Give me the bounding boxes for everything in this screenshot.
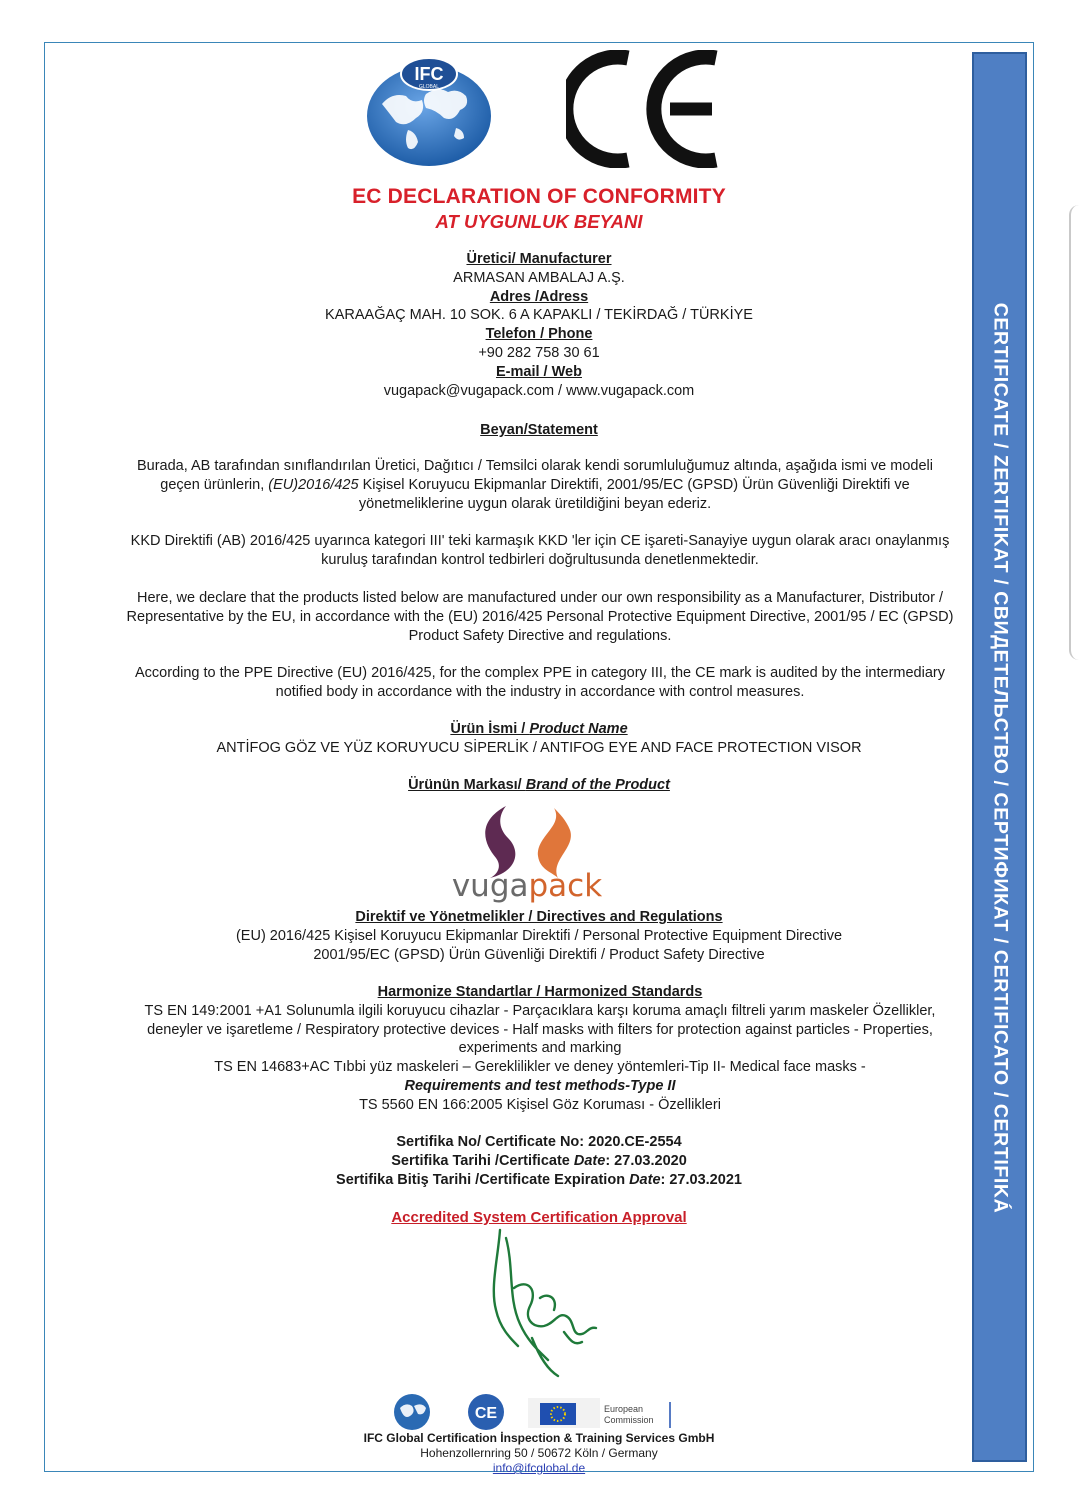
standard-1-tr: TS EN 149:2001 +A1 Solunumla ilgili koruyucu cihazlar - Parçacıklara karşı koruma amaçlı filtreli yarım maskeler Özellikler, deneyler ve işaretleme / [144,1002,936,1038]
statement-p1-italic: (EU)2016/425 [268,476,359,493]
email-value: vugapack@vugapack.com / www.vugapack.com [383,382,695,399]
standard-3: TS 5560 EN 166:2005 Kişisel Göz Koruması - Özellikleri [359,1096,721,1113]
footer-block [114,1431,964,1476]
brand-label [114,776,964,795]
approval-link[interactable]: Accredited System Certification Approval [391,1209,687,1226]
vugapack-logo [436,800,618,905]
statement-paragraph-tr-2: KKD Direktifi (AB) 2016/425 uyarınca kategori III' teki karmaşık KKD 'ler için CE işareti-Sanayiye uygun olarak aracı onaylanmış kuruluş tarafından kontrol tedbirleri doğrultusunda denetlenmektedir. [130,533,950,568]
brand-label-tr: Ürünün Markası/ [408,777,526,793]
directive-line-1: (EU) 2016/425 Kişisel Koruyucu Ekipmanlar Direktifi / Personal Protective Equipment Directive [235,927,843,944]
document-subtitle: AT UYGUNLUK BEYANI [435,211,643,232]
eu-commission-line2: Commission [604,1415,654,1425]
manufacturer-label: Üretici/ Manufacturer [466,251,612,267]
product-name-label [114,720,964,739]
directives-block [114,908,964,964]
standards-block [118,983,962,1115]
ifc-logo-text: IFC [414,64,444,84]
brand-label-en: Brand of the Product [525,777,670,793]
certificate-date-value: : 27.03.2020 [605,1152,687,1169]
certificate-exp-label: Sertifika Bitiş Tarihi /Certificate Expiration [336,1171,630,1188]
directives-label: Direktif ve Yönetmelikler / Directives and Regulations [355,909,723,925]
address-label: Adres /Adress [489,288,589,305]
standard-2-en: Requirements and test methods-Type II [404,1077,676,1094]
standard-1 [118,1002,962,1058]
standard-1-en: Respiratory protective devices - Half masks with filters for protection against particles - Properties, experiments and marking [305,1021,933,1057]
manufacturer-block [114,250,964,400]
ifc-logo [364,54,494,168]
eu-commission-line1: European [604,1404,644,1414]
statement-label: Beyan/Statement [480,422,598,438]
statement-paragraph-en-1: Here, we declare that the products listed below are manufactured under our own responsibility as a Manufacturer, Distributor / Representative by the EU, in accordance with the (EU) 2016/425 Personal Protective Equipment Directive, 2001/95 / EC (GPSD) Product Safety Directive and regulations. [126,590,954,644]
product-label-en: Product Name [529,721,628,737]
statement-p1-text: Burada, AB tarafından sınıflandırılan Üretici, Dağıtıcı / Temsilci olarak kendi sorumluluğumuz altında, aşağıda ismi ve modeli geçen ürünlerin, [136,458,933,493]
certificate-date-label: Sertifika Tarihi /Certificate [391,1152,574,1169]
product-label-tr: Ürün İsmi / [450,721,530,737]
footer-ifc-logo [394,1394,430,1430]
certificate-number: Sertifika No/ Certificate No: 2020.CE-2554 [396,1134,682,1150]
svg-text:CE: CE [474,1405,498,1422]
ifc-logo-subtext: GLOBAL [418,84,440,90]
sidebar-label: CERTIFICATE / ZERTIFIKAT / СВИДЕТЕЛЬСТВО / СЕРТИФИКАТ / CERTIFICATO / CERTIFIKÁ [989,302,1012,1214]
footer-email-link[interactable]: info@ifcglobal.de [492,1461,586,1475]
product-name-value: ANTİFOG GÖZ VE YÜZ KORUYUCU SİPERLİK / ANTIFOG EYE AND FACE PROTECTION VISOR [216,740,862,756]
statement-paragraph-tr-1 [118,457,952,513]
ce-mark [566,50,726,168]
directive-line-2: 2001/95/EC (GPSD) Ürün Güvenliği Direktifi / Product Safety Directive [313,946,765,963]
phone-label: Telefon / Phone [485,326,593,343]
footer-address: Hohenzollernring 50 / 50672 Köln / Germany [420,1446,658,1460]
scroll-indicator [1069,205,1080,660]
address-value: KARAAĞAÇ MAH. 10 SOK. 6 A KAPAKLI / TEKİRDAĞ / TÜRKİYE [325,307,753,324]
footer-ce-logo [468,1394,504,1430]
footer-company: IFC Global Certification İnspection & Training Services GmbH [363,1431,715,1445]
statement-p1-text-end: Kişisel Koruyucu Ekipmanlar Direktifi, 2001/95/EC (GPSD) Ürün Güvenliği Direktifi ve yönetmeliklerine uygun olarak üretildiğini beyan ederiz. [358,476,910,512]
standard-2: TS EN 14683+AC Tıbbi yüz maskeleri – Gereklilikler ve deney yöntemleri-Tip II- Medical face masks - [214,1059,866,1076]
email-label: E-mail / Web [496,363,582,380]
certificate-date [114,1152,964,1171]
footer-logos [390,1392,690,1432]
footer-eu-flag [528,1398,600,1428]
certificate-expiration [114,1171,964,1190]
approval-line [114,1209,964,1227]
document-title: EC DECLARATION OF CONFORMITY [352,185,726,208]
manufacturer-name: ARMASAN AMBALAJ A.Ş. [453,269,625,286]
statement-paragraph-en-2: According to the PPE Directive (EU) 2016/425, for the complex PPE in category III, the CE mark is audited by the intermediary notified body in accordance with the industry in accordance with control measures. [135,665,945,700]
certificate-date-italic: Date [573,1152,606,1169]
phone-value: +90 282 758 30 61 [478,344,600,361]
certificate-exp-italic: Date [629,1171,661,1188]
signature [478,1228,608,1378]
brand-wordmark: vugapack [451,868,603,904]
certificate-block [114,1133,964,1189]
certificate-exp-value: : 27.03.2021 [660,1171,742,1188]
standards-label: Harmonize Standartlar / Harmonized Standards [377,984,703,1000]
